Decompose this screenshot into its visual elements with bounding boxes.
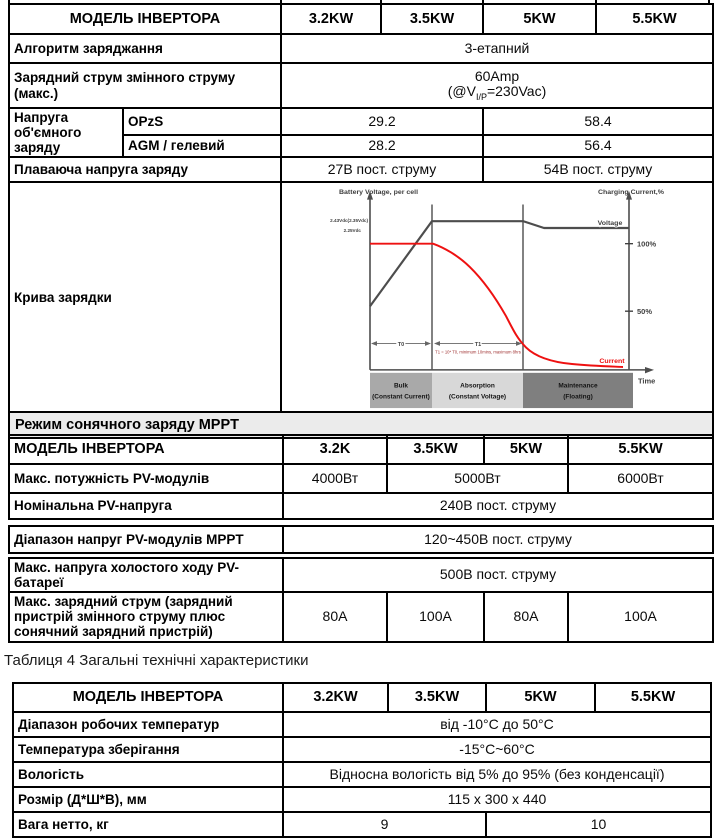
table-row [9,493,713,519]
phase-box-absorption [432,373,523,408]
current-line [370,244,623,367]
spec-label: Розмір (Д*Ш*В), мм [13,787,283,812]
table4-caption: Таблиця 4 Загальні технічні характеристики [4,652,309,669]
battery-type-agm: AGM / гелевий [123,135,281,158]
general-spec-table [12,682,712,838]
table-row [13,787,711,812]
right-axis-title: Charging Current,% [598,189,664,197]
table-row [9,157,713,182]
table-header-row [9,4,713,34]
table-header-row [13,683,711,712]
spec-value: 28.2 [281,135,483,158]
tick-50-label: 50% [637,307,652,317]
t0-arrow-right [425,341,431,346]
phase-box-maintenance [523,373,633,408]
model-column-5-5kw: 5.5KW [596,4,713,34]
voltage-line [370,221,629,306]
t0-arrow-left [371,341,377,346]
model-column-5kw: 5KW [486,683,595,712]
spec-value: 56.4 [483,135,713,158]
spec-label: Діапазон напруг PV-модулів MPPT [9,526,283,553]
spec-label: Діапазон робочих температур [13,712,283,737]
model-header-cell: МОДЕЛЬ ІНВЕРТОРА [9,435,283,464]
model-column-5kw: 5KW [483,4,596,34]
phase-title: Maintenance [558,382,598,390]
vdc-tick-label: 2.43Vdc(2.35Vdc) [330,218,368,224]
phase-title: Bulk [393,382,409,390]
spec-value: 54В пост. струму [483,157,713,182]
table-row [9,108,713,135]
spec-label: Вага нетто, кг [13,812,283,837]
spec-value: 500В пост. струму [283,558,713,592]
spec-label: Макс. зарядний струм (зарядний пристрій змінного струму плюс сонячний зарядний пристрій) [9,592,283,641]
tick-100-label: 100% [637,240,657,249]
model-column-3-5kw: 3.5KW [387,435,484,464]
spec-label: Напруга об'ємного заряду [9,108,123,157]
t1-arrow-left [434,341,440,346]
spec-value: 4000Вт [283,464,387,493]
spec-value: 100A [387,592,484,641]
spec-value: 115 x 300 x 440 [283,787,711,812]
spec-value: -15°C~60°C [283,737,711,762]
phase-subtitle: (Floating) [563,393,593,401]
table-row [13,737,711,762]
charge-curve-row [9,182,713,412]
charging-spec-table [8,3,714,439]
spec-label: Макс. напруга холостого ходу PV-батареї [9,558,283,592]
phase-box-bulk [370,373,432,408]
spec-value: від -10°C до 50°C [283,712,711,737]
spec-value: 6000Вт [568,464,713,493]
spec-value: 5000Вт [387,464,568,493]
voltage-curve-label: Voltage [597,220,623,228]
model-column-3-2kw: 3.2KW [281,4,381,34]
left-axis-title: Battery Voltage, per cell [339,189,419,197]
table-row [9,558,713,592]
table-row [9,526,713,553]
t0-label: T0 [397,342,405,349]
spec-value: Відносна вологість від 5% до 95% (без конденсації) [283,762,711,787]
spec-value: 58.4 [483,108,713,135]
time-axis-arrow [645,367,654,373]
t1-note: T1 = 10* T0, minimum 10mins, maximum 8hrs [435,350,521,356]
phase-subtitle: (Constant Voltage) [448,393,507,401]
mppt-spec-table [8,557,714,643]
spec-value: 29.2 [281,108,483,135]
model-column-3-2kw: 3.2KW [283,683,388,712]
table-row [9,34,713,63]
table-row [13,812,711,837]
spec-label: Номінальна PV-напруга [9,493,283,519]
table-row [13,712,711,737]
model-header-cell: МОДЕЛЬ ІНВЕРТОРА [9,4,281,34]
mppt-spec-table [8,525,714,554]
table-row [13,762,711,787]
spec-label: Алгоритм заряджання [9,34,281,63]
spec-label: Зарядний струм змінного струму (макс.) [9,63,281,108]
spec-label: Температура зберігання [13,737,283,762]
spec-value [281,63,713,108]
table-row [9,63,713,108]
ac-charge-amps: 60Amp [474,67,520,84]
spec-value: 80A [283,592,387,641]
mppt-section-header: Режим сонячного заряду MPPT [9,412,713,438]
phase-title: Absorption [460,382,495,390]
ac-charge-condition: $(@V_{I/P}=230Vac)$ [447,83,547,103]
spec-label: Вологість [13,762,283,787]
spec-value: 9 [283,812,486,837]
phase-subtitle: (Constant Current) [372,393,430,401]
model-column-5kw: 5KW [484,435,568,464]
charge-curve-chart [282,183,712,411]
spec-label: Плаваюча напруга заряду [9,157,281,182]
time-label: Time [638,377,656,386]
current-curve-label: Current [599,358,625,366]
table-row [9,464,713,493]
spec-value: 120~450В пост. струму [283,526,713,553]
vdc-tick-label: 2.25Vdc [343,228,361,234]
model-column-5-5kw: 5.5KW [595,683,711,712]
model-column-3-5kw: 3.5KW [388,683,486,712]
model-header-cell: МОДЕЛЬ ІНВЕРТОРА [13,683,283,712]
t1-label: T1 [474,342,482,349]
spec-label: Крива зарядки [9,182,281,412]
spec-value: 10 [486,812,711,837]
table-header-row [9,435,713,464]
spec-value: 80A [484,592,568,641]
charge-curve-cell [281,182,713,412]
spec-value: 27В пост. струму [281,157,483,182]
model-column-5-5kw: 5.5KW [568,435,713,464]
model-column-3-5kw: 3.5KW [381,4,483,34]
spec-value: 3-етапний [281,34,713,63]
model-column-3-2k: 3.2K [283,435,387,464]
spec-value: 100A [568,592,713,641]
mppt-spec-table [8,434,714,520]
table-row [9,592,713,641]
spec-label: Макс. потужність PV-модулів [9,464,283,493]
spec-value: 240В пост. струму [283,493,713,519]
battery-type-opzs: OPzS [123,108,281,135]
